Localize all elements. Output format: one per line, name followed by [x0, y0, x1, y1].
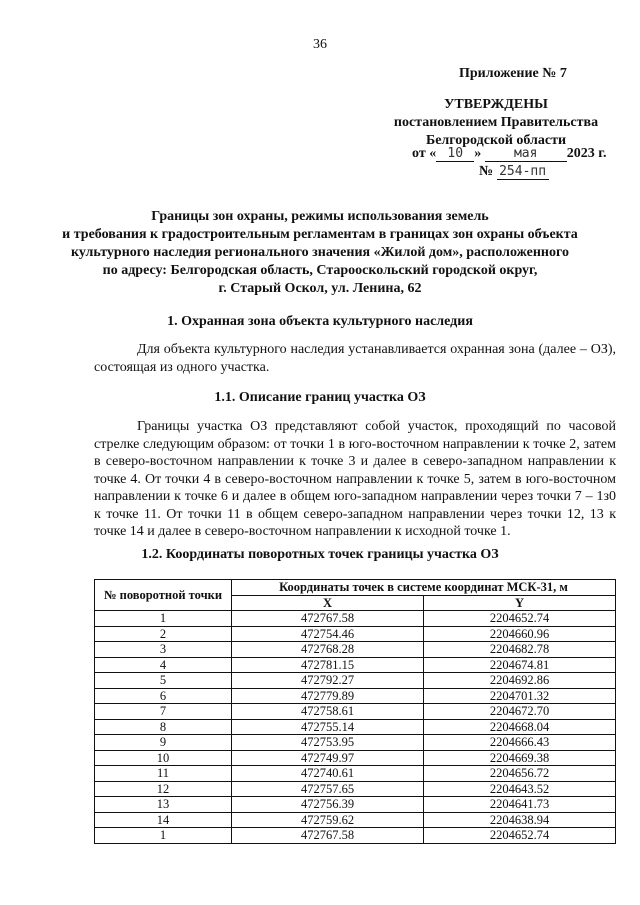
table-row [95, 642, 616, 658]
table-row [95, 688, 616, 704]
table-row [95, 719, 616, 735]
y-coordinate-cell: 2204656.72 [424, 766, 616, 782]
title-line: Границы зон охраны, режимы использования земель [151, 209, 489, 224]
point-number-cell: 12 [95, 781, 232, 797]
coordinates-table [94, 579, 616, 844]
x-coordinate-cell: 472753.95 [232, 735, 424, 751]
table-row [95, 797, 616, 813]
x-coordinate-cell: 472767.58 [232, 828, 424, 844]
approval-block [380, 96, 612, 150]
point-number-cell: 4 [95, 657, 232, 673]
date-month: мая [485, 146, 567, 162]
table-row [95, 750, 616, 766]
x-coordinate-cell: 472754.46 [232, 626, 424, 642]
table-row [95, 812, 616, 828]
section-1-1-heading: 1.1. Описание границ участка ОЗ [214, 390, 426, 405]
table-row [95, 704, 616, 720]
point-number-cell: 14 [95, 812, 232, 828]
table-row [95, 657, 616, 673]
header-coordinates: Координаты точек в системе координат МСК-31, м [232, 580, 616, 596]
point-number-cell: 10 [95, 750, 232, 766]
y-coordinate-cell: 2204652.74 [424, 611, 616, 627]
table-row [95, 735, 616, 751]
table-row [95, 626, 616, 642]
point-number-cell: 11 [95, 766, 232, 782]
title-line: и требования к градостроительным регламентам в границах зон охраны объекта [62, 227, 578, 242]
x-coordinate-cell: 472740.61 [232, 766, 424, 782]
x-coordinate-cell: 472755.14 [232, 719, 424, 735]
point-number-cell: 13 [95, 797, 232, 813]
x-coordinate-cell: 472768.28 [232, 642, 424, 658]
table-row [95, 611, 616, 627]
x-coordinate-cell: 472757.65 [232, 781, 424, 797]
x-coordinate-cell: 472758.61 [232, 704, 424, 720]
point-number-cell: 9 [95, 735, 232, 751]
point-number-cell: 7 [95, 704, 232, 720]
table-row [95, 673, 616, 689]
section-1-text: Для объекта культурного наследия устанавливается охранная зона (далее – ОЗ), состоящая из одного участка. [94, 342, 616, 375]
x-coordinate-cell: 472779.89 [232, 688, 424, 704]
approved-heading: УТВЕРЖДЕНЫ [444, 97, 548, 112]
x-coordinate-cell: 472756.39 [232, 797, 424, 813]
approval-line-1: постановлением Правительства [393, 115, 599, 130]
y-coordinate-cell: 2204638.94 [424, 812, 616, 828]
header-point-number: № поворотной точки [95, 580, 232, 611]
y-coordinate-cell: 2204666.43 [424, 735, 616, 751]
y-coordinate-cell: 2204674.81 [424, 657, 616, 673]
point-number-cell: 2 [95, 626, 232, 642]
y-coordinate-cell: 2204652.74 [424, 828, 616, 844]
point-number-cell: 3 [95, 642, 232, 658]
table-row [95, 766, 616, 782]
table-row [95, 828, 616, 844]
number-prefix: № [479, 164, 494, 179]
approval-number [479, 164, 549, 180]
x-coordinate-cell: 472781.15 [232, 657, 424, 673]
x-coordinate-cell: 472759.62 [232, 812, 424, 828]
point-number-cell: 8 [95, 719, 232, 735]
y-coordinate-cell: 2204643.52 [424, 781, 616, 797]
number-value: 254-пп [497, 164, 549, 180]
y-coordinate-cell: 2204660.96 [424, 626, 616, 642]
date-prefix: от « [412, 146, 437, 161]
y-coordinate-cell: 2204692.86 [424, 673, 616, 689]
point-number-cell: 1 [95, 611, 232, 627]
y-coordinate-cell: 2204682.78 [424, 642, 616, 658]
table-row [95, 781, 616, 797]
title-line: г. Старый Оскол, ул. Ленина, 62 [218, 281, 422, 296]
header-y: Y [424, 595, 616, 611]
section-1-heading: 1. Охранная зона объекта культурного наследия [167, 314, 473, 329]
section-1-1-text: Границы участка ОЗ представляют собой участок, проходящий по часовой стрелке следующим образом: от точки 1 в юго-восточном направлении к точке 2, затем в северо-восточном направлении к точке 3 и далее в северо-западном направлении к точке 4. От точки 4 в северо-восточном направлении к точке 5, затем в юго-восточном направлении к точке 6 и далее в общем юго-западном направлении через точки 7 – 1з0 к точке 11. От точки 11 в общем северо-западном направлении через точки 12, 13 к точке 14 и далее в северо-восточном направлении к исходной точке 1. [94, 419, 616, 539]
table-body [95, 611, 616, 844]
date-mid: » [474, 146, 482, 161]
approval-date [412, 146, 606, 162]
point-number-cell: 6 [95, 688, 232, 704]
y-coordinate-cell: 2204669.38 [424, 750, 616, 766]
title-line: по адресу: Белгородская область, Старооскольский городской округ, [102, 263, 538, 278]
x-coordinate-cell: 472792.27 [232, 673, 424, 689]
y-coordinate-cell: 2204672.70 [424, 704, 616, 720]
point-number-cell: 5 [95, 673, 232, 689]
header-x: X [232, 595, 424, 611]
point-number-cell: 1 [95, 828, 232, 844]
x-coordinate-cell: 472767.58 [232, 611, 424, 627]
y-coordinate-cell: 2204668.04 [424, 719, 616, 735]
approval-line-2: Белгородской области [425, 133, 567, 148]
page-number: 36 [313, 37, 327, 52]
document-title [60, 208, 580, 298]
y-coordinate-cell: 2204701.32 [424, 688, 616, 704]
appendix-label: Приложение № 7 [459, 66, 567, 81]
title-line: культурного наследия регионального значения «Жилой дом», расположенного [71, 245, 569, 260]
y-coordinate-cell: 2204641.73 [424, 797, 616, 813]
date-year: 2023 г. [566, 146, 607, 161]
date-day: 10 [436, 146, 474, 162]
x-coordinate-cell: 472749.97 [232, 750, 424, 766]
section-1-2-heading: 1.2. Координаты поворотных точек границы участка ОЗ [141, 547, 499, 562]
